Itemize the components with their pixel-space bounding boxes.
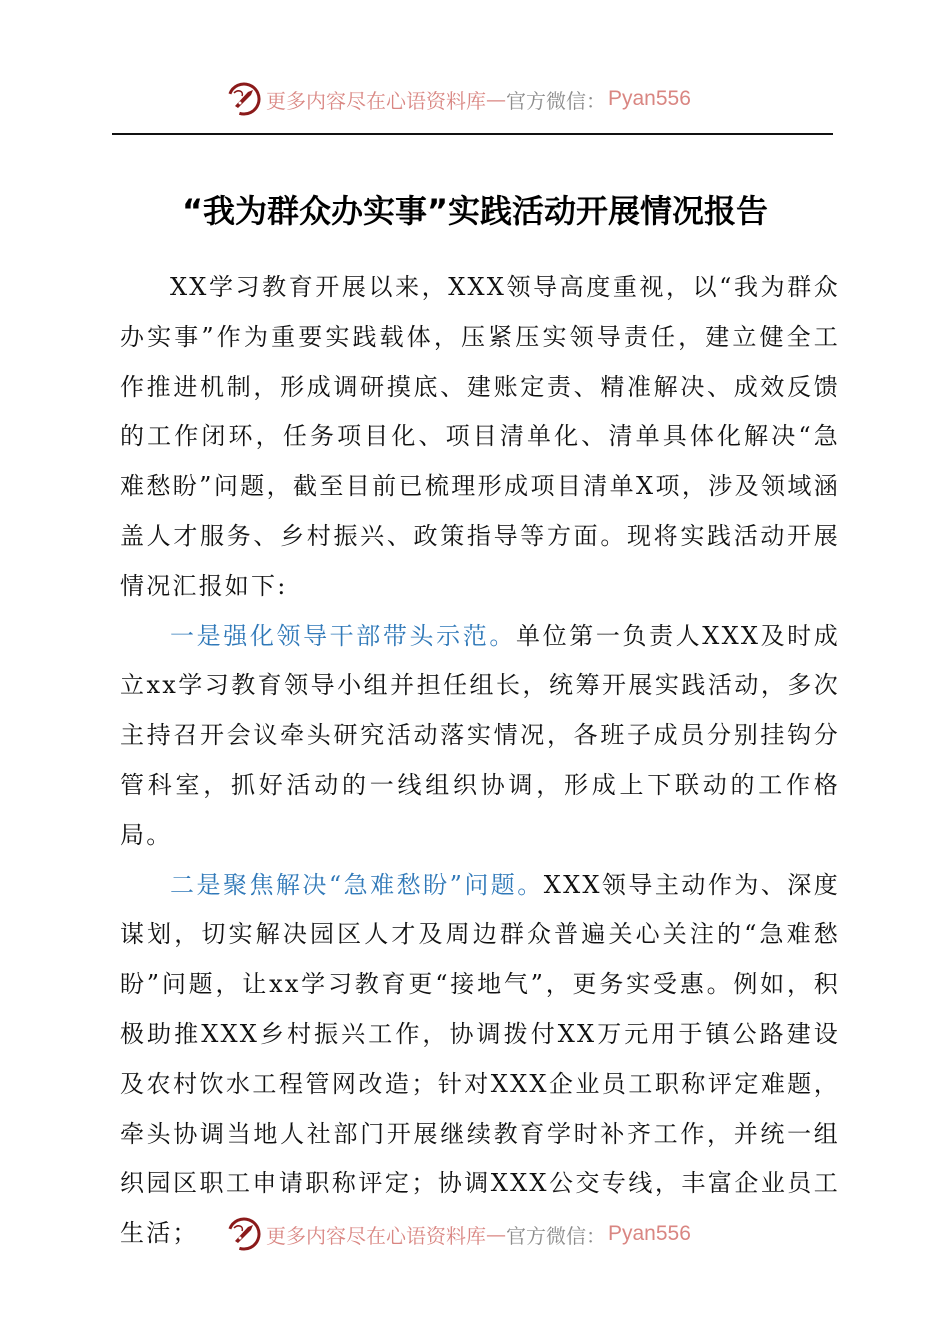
paragraph-text: XXX领导主动作为、深度谋划，切实解决园区人才及周边群众普遍关心关注的“急难愁盼”问题，让xx学习教育更“接地气”，更务实受惠。例如，积极助推XXX乡村振兴工作，协调拨付XX万元用于镇公路建设及农村饮水工程管网改造；针对XXX企业员工职称评定难题，牵头协调当地人社部门开展继续教育学时补齐工作，并统一组织园区职工申请职称评定；协调XXX公交专线，丰富企业员工生活；	[120, 870, 840, 1248]
document-body	[120, 263, 840, 1259]
paragraph-intro	[120, 263, 840, 612]
footer-watermark	[226, 1214, 726, 1254]
wechat-label: 官方微信：	[506, 88, 606, 113]
section-heading-2: 二是聚焦解决“急难愁盼”问题。	[170, 870, 544, 899]
paragraph-text: 单位第一负责人XXX及时成立xx学习教育领导小组并担任组长，统筹开展实践活动，多次主持召开会议牵头研究活动落实情况，各班子成员分别挂钩分管科室，抓好活动的一线组织协调，形成上下联动的工作格局。	[120, 621, 841, 849]
document-title: “我为群众办实事”实践活动开展情况报告	[181, 192, 769, 230]
promo-separator: —	[486, 1222, 506, 1246]
promo-text: 更多内容尽在心语资料库	[266, 1223, 486, 1248]
wechat-id: Pyan556	[608, 1222, 691, 1245]
quill-pen-logo-icon	[226, 1216, 262, 1252]
quill-pen-logo-icon	[226, 81, 262, 117]
header-watermark	[226, 79, 726, 119]
promo-separator: —	[486, 87, 506, 111]
paragraph-text: XX学习教育开展以来，XXX领导高度重视，以“我为群众办实事”作为重要实践载体，压紧压实领导责任，建立健全工作推进机制，形成调研摸底、建账定责、精准解决、成效反馈的工作闭环，任务项目化、项目清单化、清单具体化解决“急难愁盼”问题，截至目前已梳理形成项目清单X项，涉及领域涵盖人才服务、乡村振兴、政策指导等方面。现将实践活动开展情况汇报如下:	[120, 273, 840, 600]
wechat-id: Pyan556	[608, 87, 691, 110]
paragraph-section-2	[120, 861, 840, 1259]
promo-text: 更多内容尽在心语资料库	[266, 88, 486, 113]
section-heading-1: 一是强化领导干部带头示范。	[170, 621, 516, 650]
header-divider	[112, 133, 833, 135]
paragraph-section-1	[120, 612, 840, 861]
wechat-label: 官方微信：	[506, 1223, 606, 1248]
